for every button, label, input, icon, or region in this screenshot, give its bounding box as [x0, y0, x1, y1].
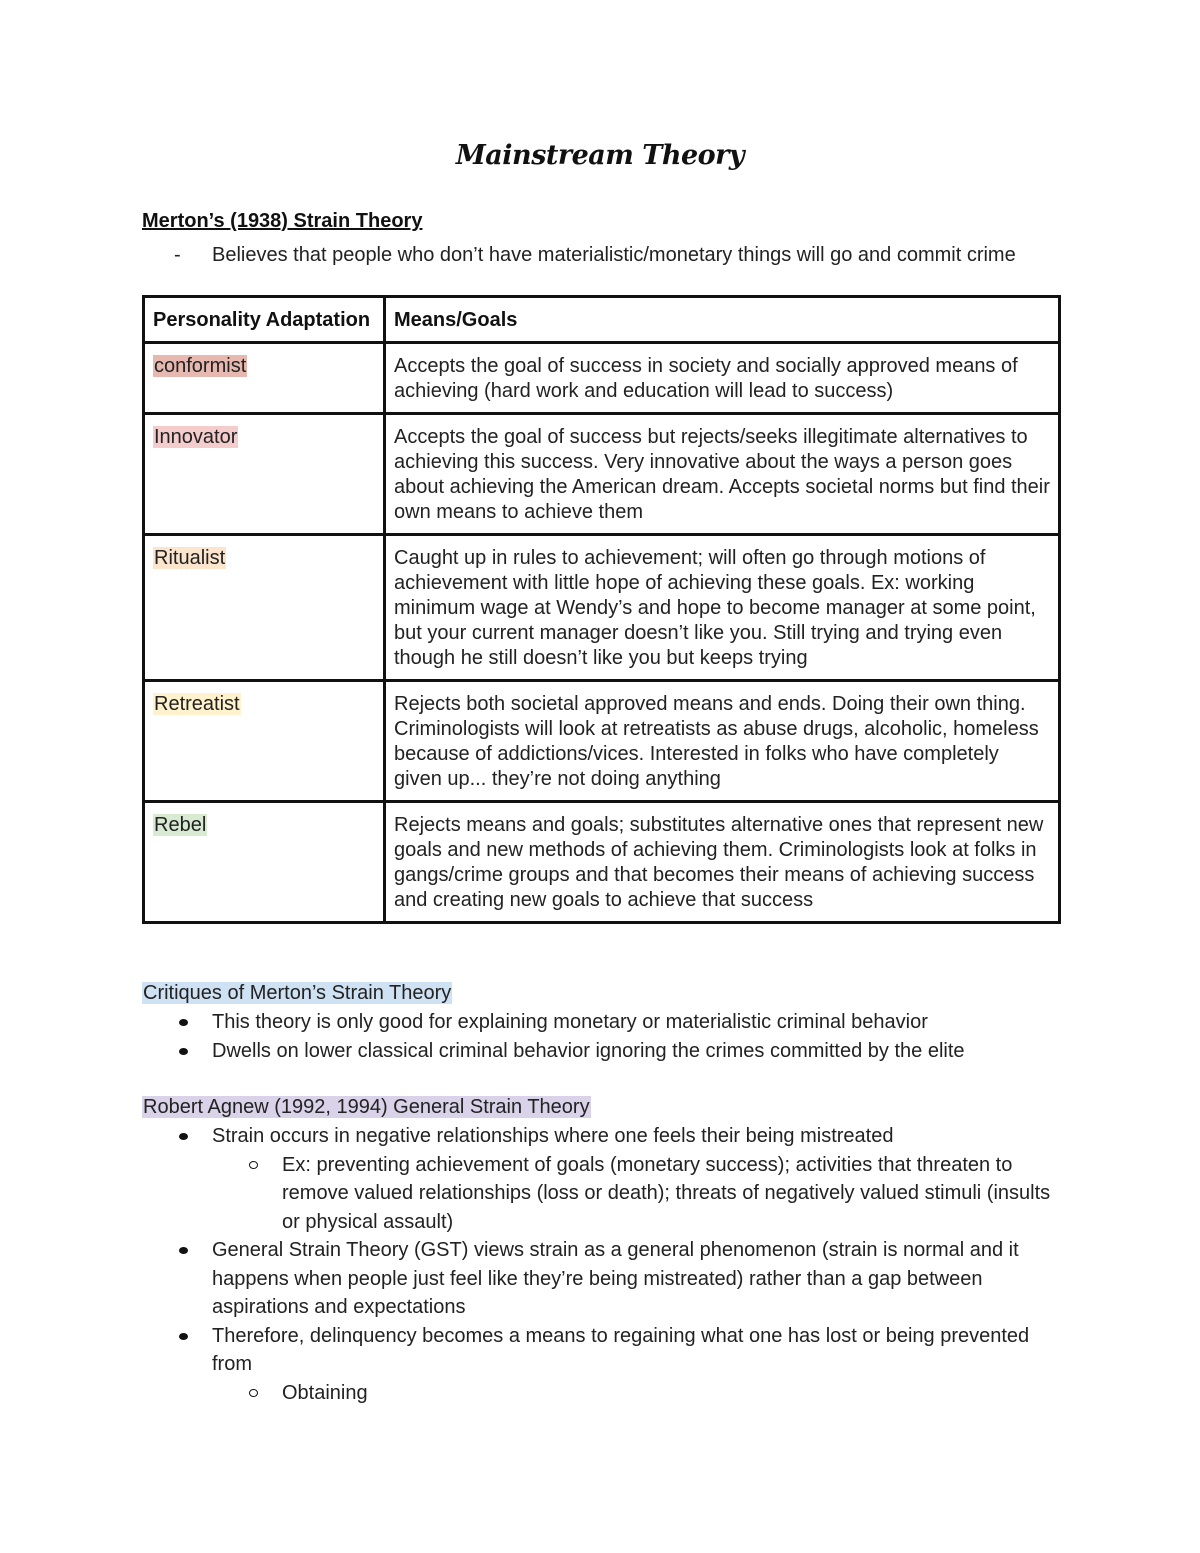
merton-dash-text: Believes that people who don’t have materialistic/monetary things will go and commit crime	[212, 244, 1016, 266]
agnew-list	[142, 1122, 1062, 1407]
bullet-circle-icon	[249, 1389, 258, 1397]
bullet-dot-icon	[179, 1333, 188, 1340]
description-cell: Rejects means and goals; substitutes alternative ones that represent new goals and new methods of achieving them. Criminologists look at folks in gangs/crime groups and that becomes their means of achieving success and creating new goals to achieve that success	[385, 802, 1060, 923]
description-cell: Rejects both societal approved means and ends. Doing their own thing. Criminologists will look at retreatists as abuse drugs, alcoholic, homeless because of addictions/vices. Interested in folks who have completely given up... they’re not doing anything	[385, 681, 1060, 802]
list-item	[142, 1122, 1062, 1151]
merton-heading: Merton’s (1938) Strain Theory	[142, 210, 423, 232]
table-row	[144, 343, 1060, 414]
list-item-text: Obtaining	[282, 1381, 368, 1404]
adaptation-label-retreatist: Retreatist	[154, 693, 240, 715]
bullet-dot-icon	[179, 1247, 188, 1254]
list-item	[142, 1008, 1062, 1037]
agnew-heading-text: Robert Agnew (1992, 1994) General Strain Theory	[143, 1096, 590, 1118]
list-item-text: Ex: preventing achievement of goals (monetary success); activities that threaten to remove valued relationships (loss or death); threats of negatively valued stimuli (insults or physical assault)	[282, 1153, 1051, 1233]
adaptation-label-rebel: Rebel	[154, 814, 207, 836]
adaptation-cell	[144, 802, 385, 923]
header-means-goals: Means/Goals	[385, 297, 1060, 343]
list-subitem	[142, 1151, 1062, 1237]
list-item	[142, 1037, 1062, 1066]
list-subitem	[142, 1379, 1062, 1408]
list-item-text: Dwells on lower classical criminal behavior ignoring the crimes committed by the elite	[212, 1039, 965, 1062]
page-title: Mainstream Theory	[455, 140, 745, 171]
list-item-text: Therefore, delinquency becomes a means to regaining what one has lost or being prevented from	[212, 1324, 1030, 1375]
table-row	[144, 802, 1060, 923]
agnew-heading	[142, 1093, 591, 1121]
list-item-text: General Strain Theory (GST) views strain as a general phenomenon (strain is normal and it happens when people just feel like they’re being mistreated) rather than a gap between aspirations and expectations	[212, 1239, 1019, 1318]
adaptation-cell	[144, 343, 385, 414]
adaptation-cell	[144, 414, 385, 535]
table-row	[144, 414, 1060, 535]
description-cell: Accepts the goal of success but rejects/seeks illegitimate alternatives to achieving this success. Very innovative about the ways a person goes about achieving the American dream. Accepts societal norms but find their own means to achieve them	[385, 414, 1060, 535]
critiques-heading	[142, 979, 452, 1007]
critiques-heading-text: Critiques of Merton’s Strain Theory	[143, 982, 452, 1004]
list-item	[142, 1322, 1062, 1379]
dash-bullet: -	[174, 244, 181, 266]
list-item	[142, 1236, 1062, 1322]
list-item-text: This theory is only good for explaining monetary or materialistic criminal behavior	[212, 1011, 928, 1033]
adaptation-label-ritualist: Ritualist	[154, 547, 226, 569]
critiques-list	[142, 1008, 1062, 1065]
bullet-dot-icon	[179, 1048, 188, 1055]
bullet-circle-icon	[249, 1161, 258, 1169]
adaptation-cell	[144, 681, 385, 802]
table-header-row	[144, 297, 1060, 343]
table-row	[144, 681, 1060, 802]
adaptation-label-conformist: conformist	[154, 355, 247, 377]
bullet-dot-icon	[179, 1133, 188, 1140]
list-item-text: Strain occurs in negative relationships where one feels their being mistreated	[212, 1125, 894, 1147]
description-cell: Caught up in rules to achievement; will often go through motions of achievement with little hope of achieving these goals. Ex: working minimum wage at Wendy’s and hope to become manager at some point, but your current manager doesn’t like you. Still trying and trying even though he still doesn’t like you but keeps trying	[385, 535, 1060, 681]
header-adaptation: Personality Adaptation	[144, 297, 385, 343]
adaptation-cell	[144, 535, 385, 681]
bullet-dot-icon	[179, 1019, 188, 1026]
table-row	[144, 535, 1060, 681]
description-cell: Accepts the goal of success in society and socially approved means of achieving (hard work and education will lead to success)	[385, 343, 1060, 414]
adaptation-label-innovator: Innovator	[154, 426, 238, 448]
adaptation-table	[142, 295, 1061, 924]
